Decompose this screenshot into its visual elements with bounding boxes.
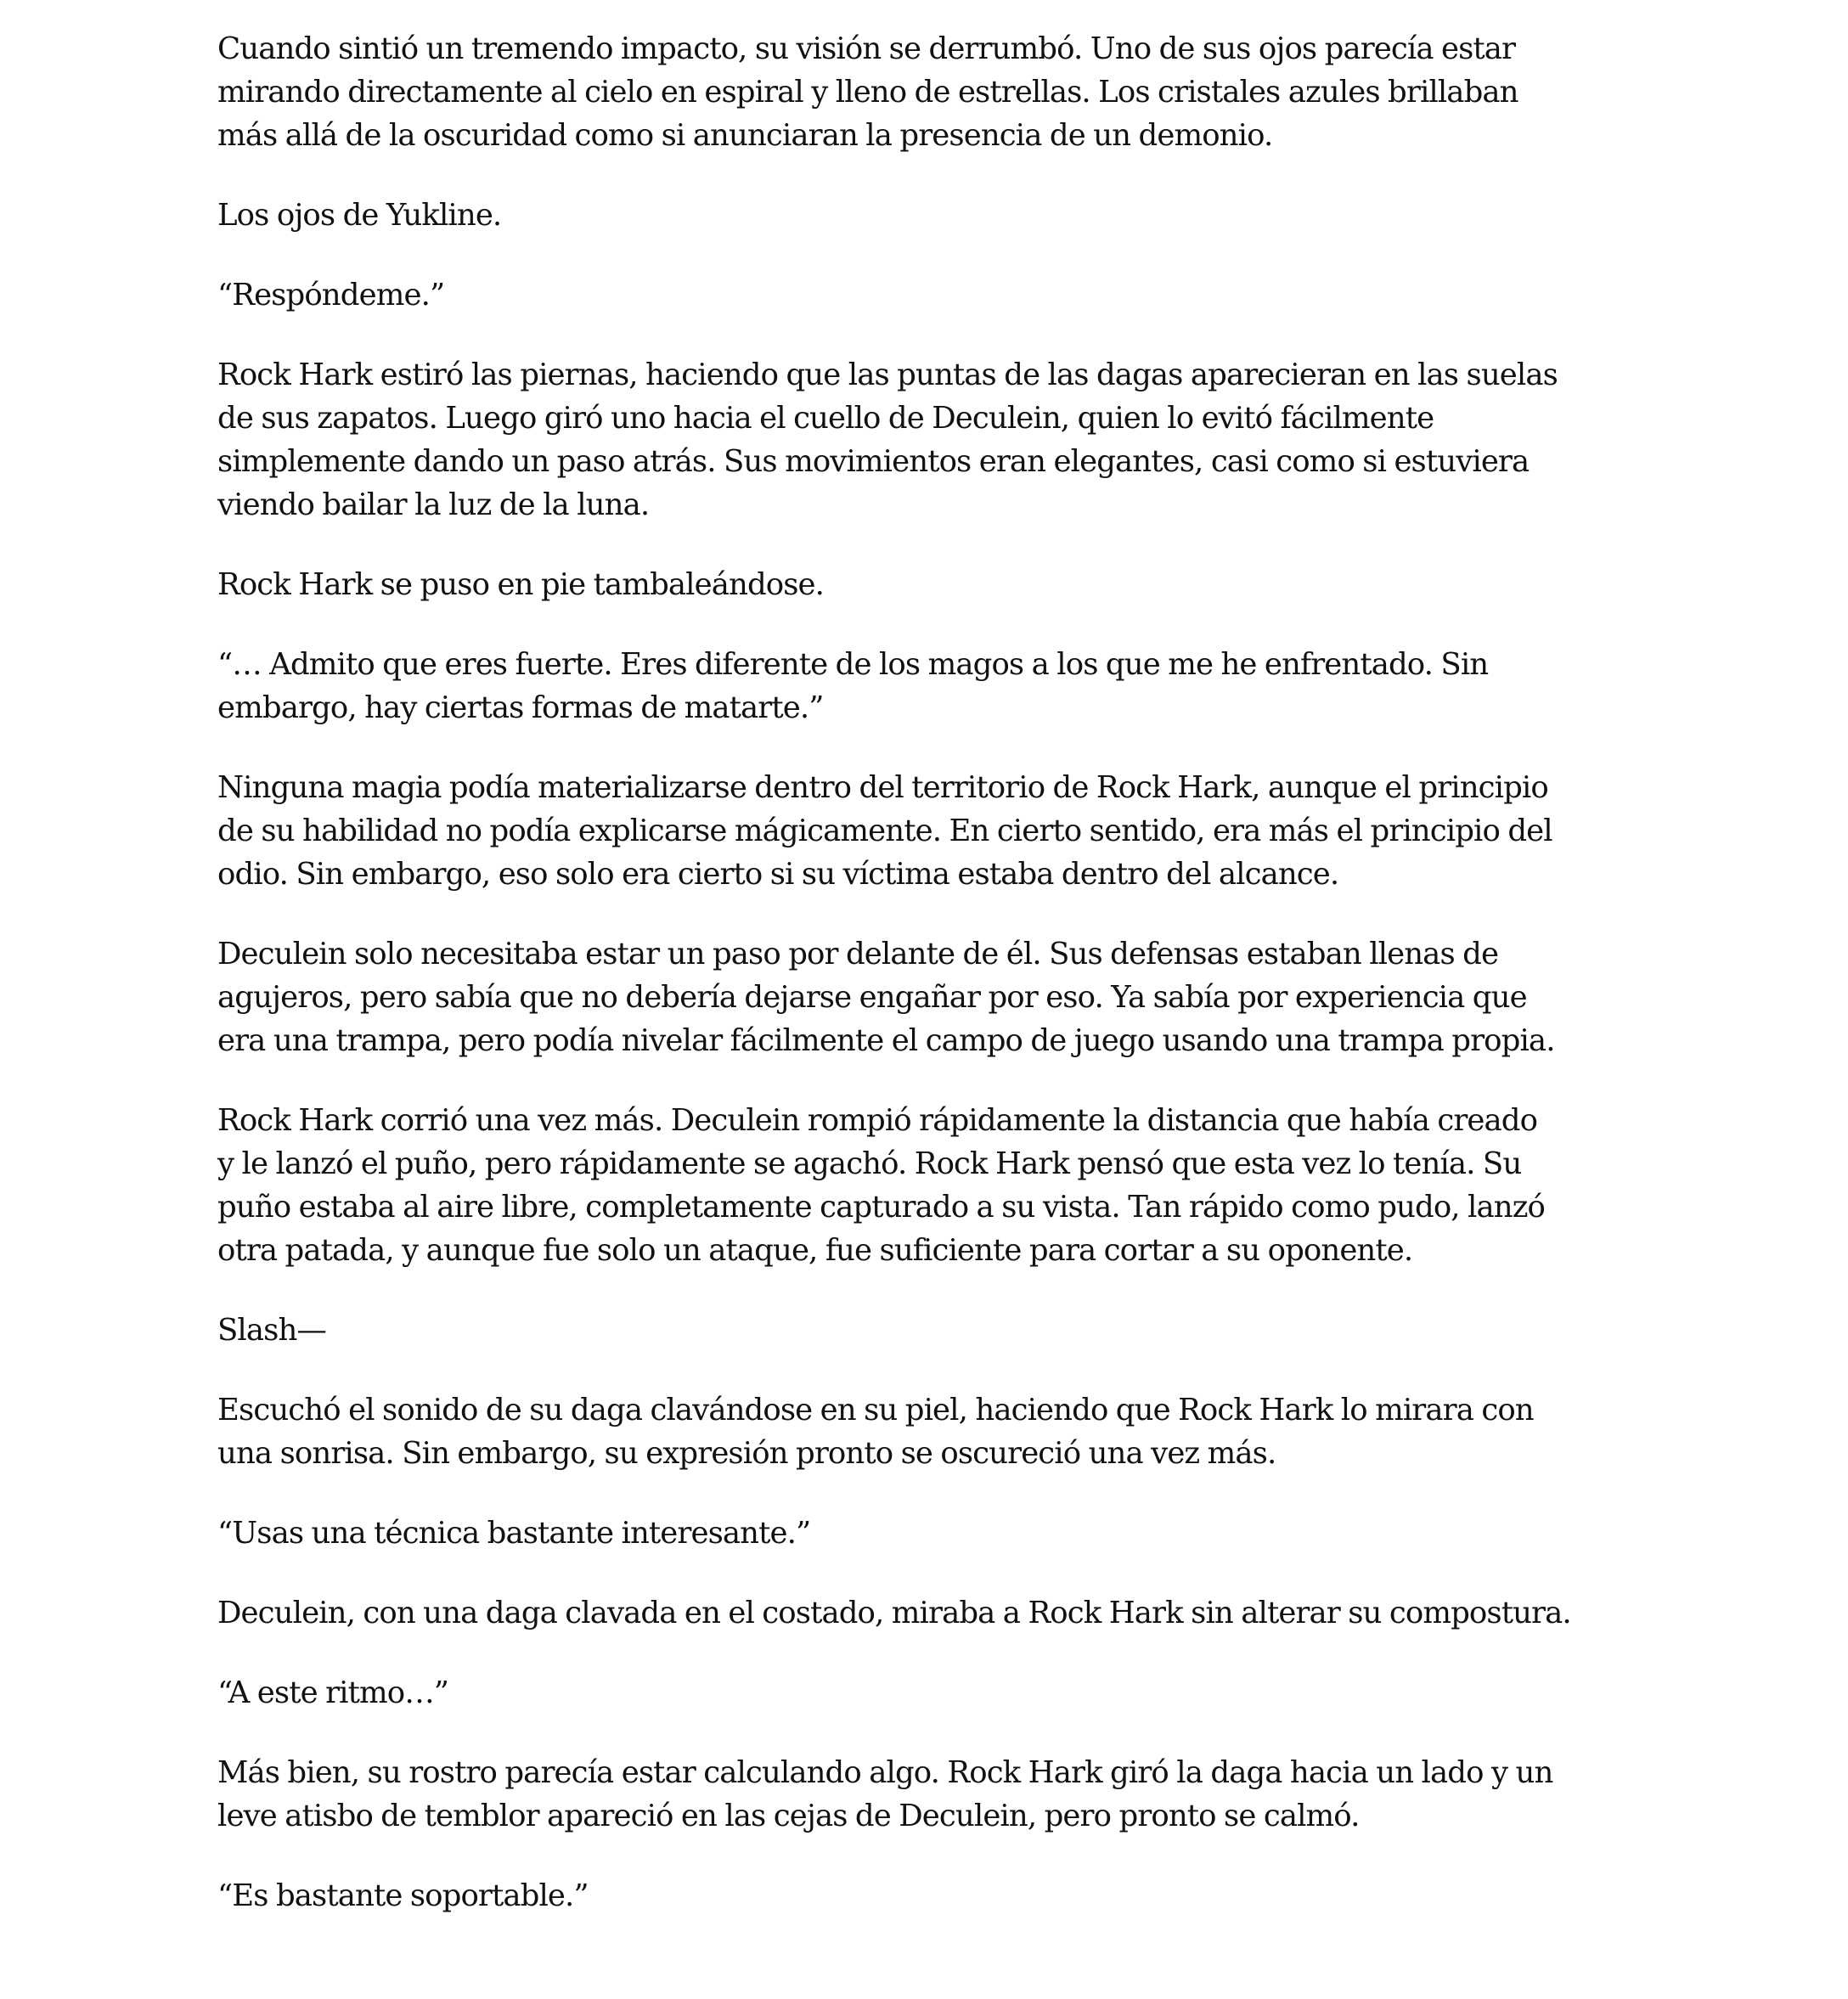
text-line: otra patada, y aunque fue solo un ataque, fue suficiente para cortar a su oponente. — [217, 1233, 1413, 1268]
text-line: odio. Sin embargo, eso solo era cierto si su víctima estaba dentro del alcance. — [217, 857, 1339, 892]
paragraph — [217, 353, 1661, 526]
text-line: Más bien, su rostro parecía estar calculando algo. Rock Hark giró la daga hacia un lado y un — [217, 1755, 1553, 1790]
text-line: Rock Hark estiró las piernas, haciendo que las puntas de las dagas aparecieran en las suelas — [217, 358, 1558, 392]
dialogue-paragraph — [217, 1874, 1661, 1917]
text-line: de sus zapatos. Luego giró uno hacia el cuello de Deculein, quien lo evitó fácilmente — [217, 401, 1434, 436]
text-line: Ninguna magia podía materializarse dentro del territorio de Rock Hark, aunque el principio — [217, 770, 1548, 805]
text-line: viendo bailar la luz de la luna. — [217, 487, 650, 522]
text-line: “A este ritmo…” — [217, 1675, 449, 1710]
dialogue-paragraph — [217, 1671, 1661, 1715]
text-line: y le lanzó el puño, pero rápidamente se agachó. Rock Hark pensó que esta vez lo tenía. Su — [217, 1146, 1522, 1181]
paragraph — [217, 1751, 1661, 1838]
text-line: Escuchó el sonido de su daga clavándose en su piel, haciendo que Rock Hark lo mirara con — [217, 1393, 1534, 1427]
paragraph — [217, 766, 1661, 896]
dialogue-paragraph — [217, 273, 1661, 317]
paragraph — [217, 1591, 1661, 1635]
text-line: Los ojos de Yukline. — [217, 198, 502, 233]
text-line: “Es bastante soportable.” — [217, 1878, 589, 1913]
text-line: “… Admito que eres fuerte. Eres diferente de los magos a los que me he enfrentado. Sin — [217, 647, 1489, 682]
text-line: una sonrisa. Sin embargo, su expresión pronto se oscureció una vez más. — [217, 1436, 1276, 1471]
dialogue-paragraph — [217, 1512, 1661, 1555]
text-line: Rock Hark se puso en pie tambaleándose. — [217, 567, 825, 602]
text-line: más allá de la oscuridad como si anunciaran la presencia de un demonio. — [217, 118, 1273, 153]
text-line: de su habilidad no podía explicarse mágicamente. En cierto sentido, era más el principio del — [217, 814, 1552, 848]
text-line: mirando directamente al cielo en espiral y lleno de estrellas. Los cristales azules brillaban — [217, 75, 1518, 110]
paragraph — [217, 1309, 1661, 1352]
text-line: puño estaba al aire libre, completamente capturado a su vista. Tan rápido como pudo, lanzó — [217, 1190, 1546, 1225]
text-line: Deculein solo necesitaba estar un paso por delante de él. Sus defensas estaban llenas de — [217, 937, 1499, 971]
text-line: era una trampa, pero podía nivelar fácilmente el campo de juego usando una trampa propia. — [217, 1023, 1555, 1058]
paragraph — [217, 1388, 1661, 1475]
text-line: Slash— — [217, 1313, 327, 1348]
text-line: embargo, hay ciertas formas de matarte.” — [217, 690, 824, 725]
text-line: Rock Hark corrió una vez más. Deculein rompió rápidamente la distancia que había creado — [217, 1103, 1538, 1138]
text-line: Deculein, con una daga clavada en el costado, miraba a Rock Hark sin alterar su compostura. — [217, 1596, 1571, 1630]
document-page — [217, 27, 1661, 1954]
paragraph — [217, 932, 1661, 1062]
text-line: leve atisbo de temblor apareció en las cejas de Deculein, pero pronto se calmó. — [217, 1799, 1360, 1833]
paragraph — [217, 563, 1661, 606]
text-line: simplemente dando un paso atrás. Sus movimientos eran elegantes, casi como si estuviera — [217, 444, 1530, 479]
paragraph — [217, 27, 1661, 157]
paragraph — [217, 1099, 1661, 1272]
paragraph — [217, 194, 1661, 237]
text-line: Cuando sintió un tremendo impacto, su visión se derrumbó. Uno de sus ojos parecía estar — [217, 31, 1516, 66]
text-line: “Usas una técnica bastante interesante.” — [217, 1516, 811, 1551]
dialogue-paragraph — [217, 643, 1661, 729]
text-line: agujeros, pero sabía que no debería dejarse engañar por eso. Ya sabía por experiencia que — [217, 980, 1527, 1015]
text-line: “Respóndeme.” — [217, 278, 445, 313]
